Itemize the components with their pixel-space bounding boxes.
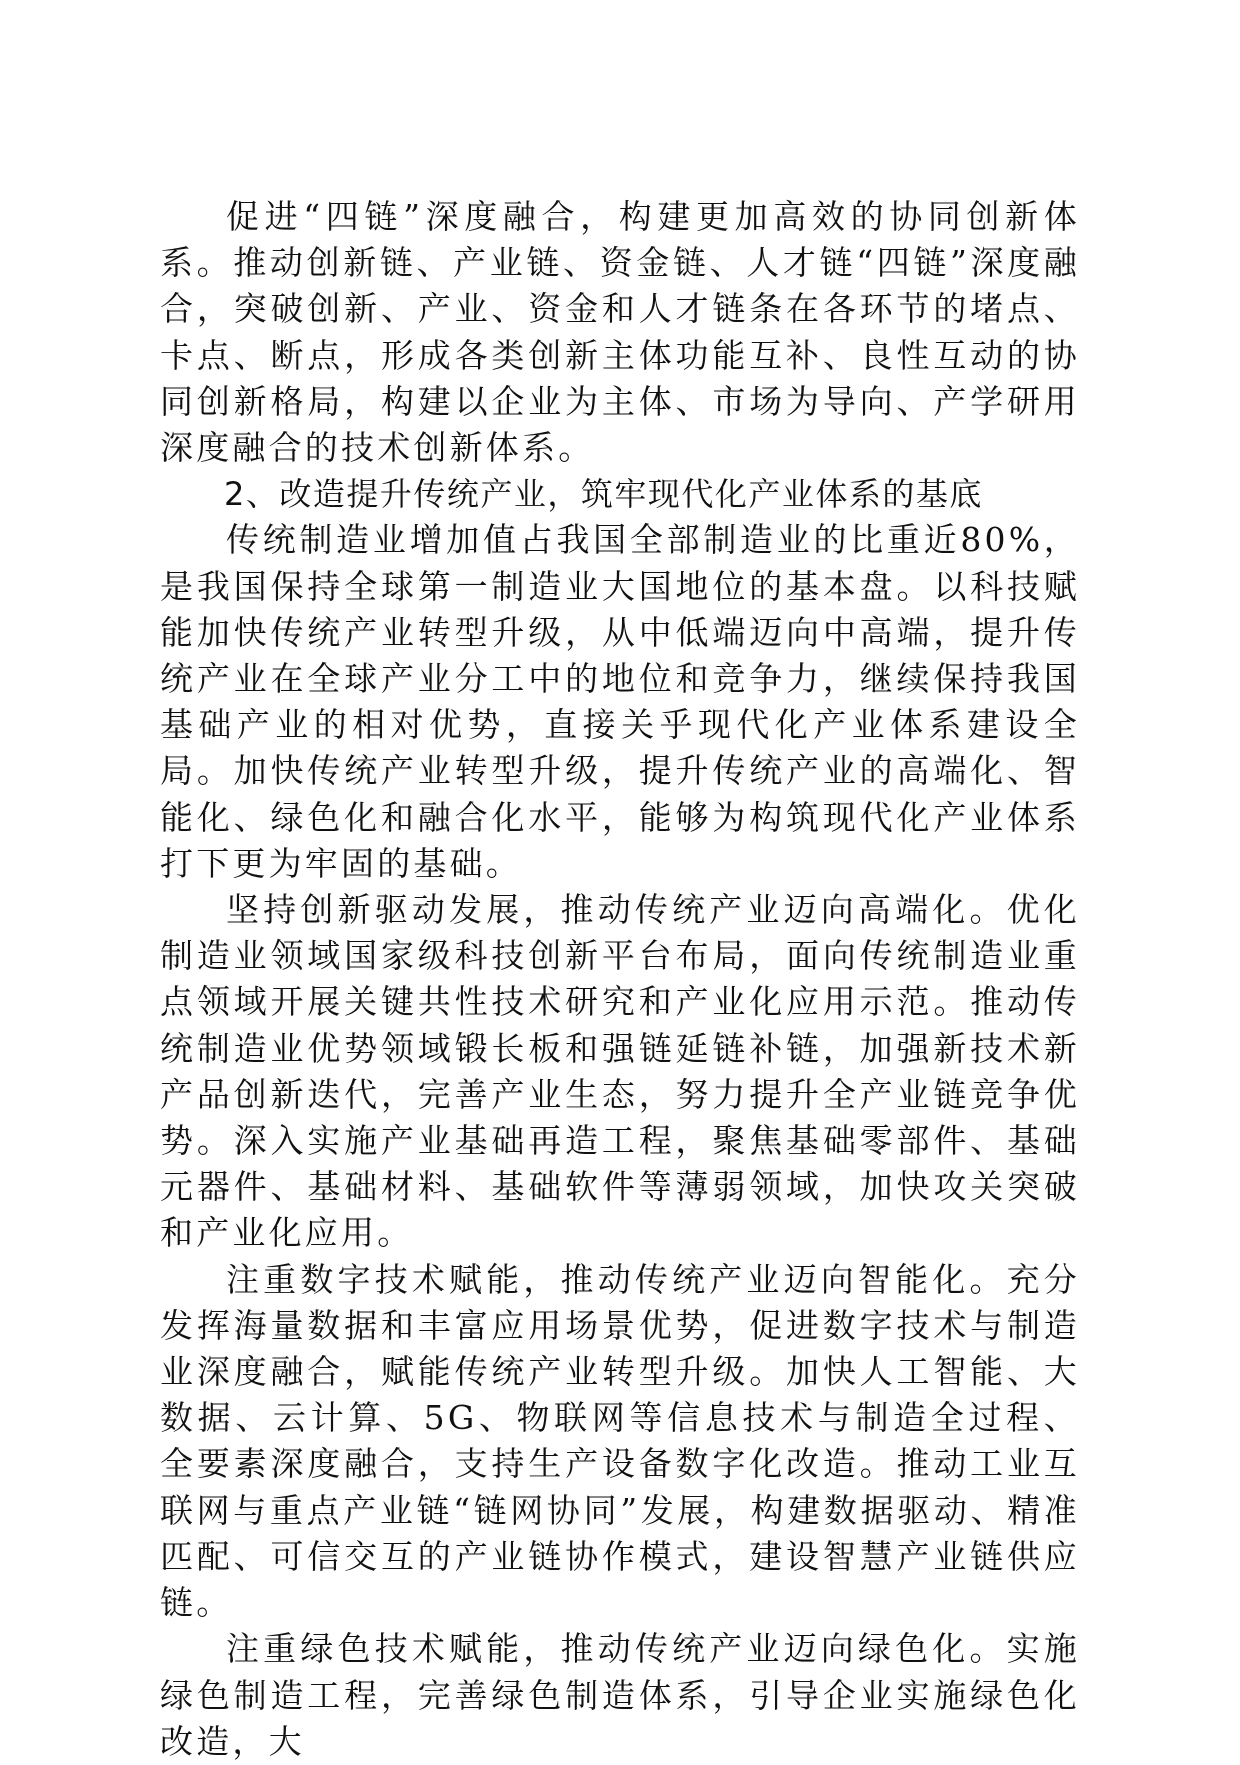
paragraph-traditional-manufacturing: 传统制造业增加值占我国全部制造业的比重近80%，是我国保持全球第一制造业大国地位的基本盘。以科技赋能加快传统产业转型升级，从中低端迈向中高端，提升传统产业在全球产业分工中的地位和竞争力，继续保持我国基础产业的相对优势，直接关乎现代化产业体系建设全局。加快传统产业转型升级，提升传统产业的高端化、智能化、绿色化和融合化水平，能够为构筑现代化产业体系打下更为牢固的基础。 [160,520,1080,883]
paragraph-high-end: 坚持创新驱动发展，推动传统产业迈向高端化。优化制造业领域国家级科技创新平台布局，面向传统制造业重点领域开展关键共性技术研究和产业化应用示范。推动传统制造业优势领域锻长板和强链延链补链，加强新技术新产品创新迭代，完善产业生态，努力提升全产业链竞争优势。深入实施产业基础再造工程，聚焦基础零部件、基础元器件、基础材料、基础软件等薄弱领域，加快攻关突破和产业化应用。 [160,890,1080,1253]
section-heading: 2、改造提升传统产业，筑牢现代化产业体系的基底 [224,475,983,514]
paragraph-green: 注重绿色技术赋能，推动传统产业迈向绿色化。实施绿色制造工程，完善绿色制造体系，引导企业实施绿色化改造，大 [160,1629,1080,1761]
paragraph-intelligent: 注重数字技术赋能，推动传统产业迈向智能化。充分发挥海量数据和丰富应用场景优势，促进数字技术与制造业深度融合，赋能传统产业转型升级。加快人工智能、大数据、云计算、5G、物联网等信息技术与制造全过程、全要素深度融合，支持生产设备数字化改造。推动工业互联网与重点产业链“链网协同”发展，构建数据驱动、精准匹配、可信交互的产业链协作模式，建设智慧产业链供应链。 [160,1259,1080,1623]
paragraph-four-chains: 促进“四链”深度融合，构建更加高效的协同创新体系。推动创新链、产业链、资金链、人才链“四链”深度融合，突破创新、产业、资金和人才链条在各环节的堵点、卡点、断点，形成各类创新主体功能互补、良性互动的协同创新格局，构建以企业为主体、市场为导向、产学研用深度融合的技术创新体系。 [160,197,1080,468]
document-body [160,194,1080,1765]
